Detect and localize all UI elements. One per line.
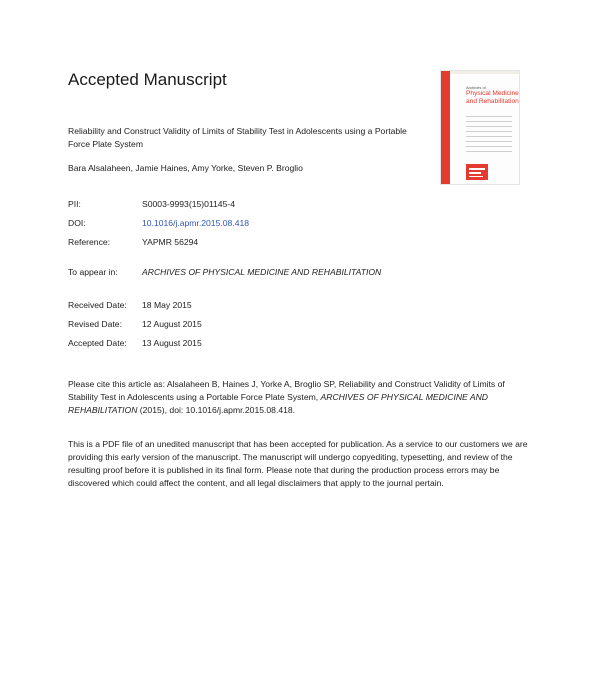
reference-label: Reference: [68, 237, 111, 247]
to-appear-journal: ARCHIVES OF PHYSICAL MEDICINE AND REHABILITATION [142, 267, 382, 277]
article-authors: Bara Alsalaheen, Jamie Haines, Amy Yorke, Steven P. Broglio [68, 163, 303, 173]
citation-prefix: Please cite this article as: Alsalaheen B, Haines J, Yorke A, Broglio SP, Reliability and Construct Validity of Limits of Stability Test in Adolescents using a Portable Force Plate System, [68, 379, 505, 402]
to-appear-label: To appear in: [68, 267, 118, 277]
cover-small-text: Archives of [466, 85, 486, 90]
citation-journal: ARCHIVES OF PHYSICAL MEDICINE AND REHABILITATION [68, 392, 488, 415]
unedited-notice-paragraph: This is a PDF file of an unedited manuscript that has been accepted for publication. As a service to our customers we are providing this early version of the manuscript. The manuscript will undergo copyediting, typesetting, and review of the resulting proof before it is published in its final form. Please note that during the production process errors may be discovered which could affect the content, and all legal disclaimers that apply to the journal pertain. [68, 439, 528, 488]
journal-cover-thumbnail [440, 70, 520, 185]
revised-date-value: 12 August 2015 [142, 319, 202, 329]
received-date-value: 18 May 2015 [142, 300, 192, 310]
citation-suffix: (2015), doi: 10.1016/j.apmr.2015.08.418. [137, 405, 296, 415]
cover-text-lines [466, 116, 512, 156]
accepted-date-label: Accepted Date: [68, 338, 127, 348]
article-title: Reliability and Construct Validity of Limits of Stability Test in Adolescents using a Portable Force Plate System [68, 126, 407, 149]
received-date-label: Received Date: [68, 300, 127, 310]
revised-date-label: Revised Date: [68, 319, 122, 329]
pii-value: S0003-9993(15)01145-4 [142, 199, 236, 209]
cover-journal-title: Physical Medicine and Rehabilitation [466, 90, 519, 105]
pii-label: PII: [68, 199, 81, 209]
accepted-date-value: 13 August 2015 [142, 338, 202, 348]
doi-label: DOI: [68, 218, 86, 228]
cover-logo-icon [466, 164, 488, 180]
cover-strip [441, 71, 450, 184]
doi-link[interactable]: 10.1016/j.apmr.2015.08.418 [142, 218, 250, 228]
citation-paragraph [68, 378, 528, 417]
reference-value: YAPMR 56294 [142, 237, 199, 247]
page-heading: Accepted Manuscript [68, 70, 227, 89]
cover-top-band [450, 71, 519, 74]
